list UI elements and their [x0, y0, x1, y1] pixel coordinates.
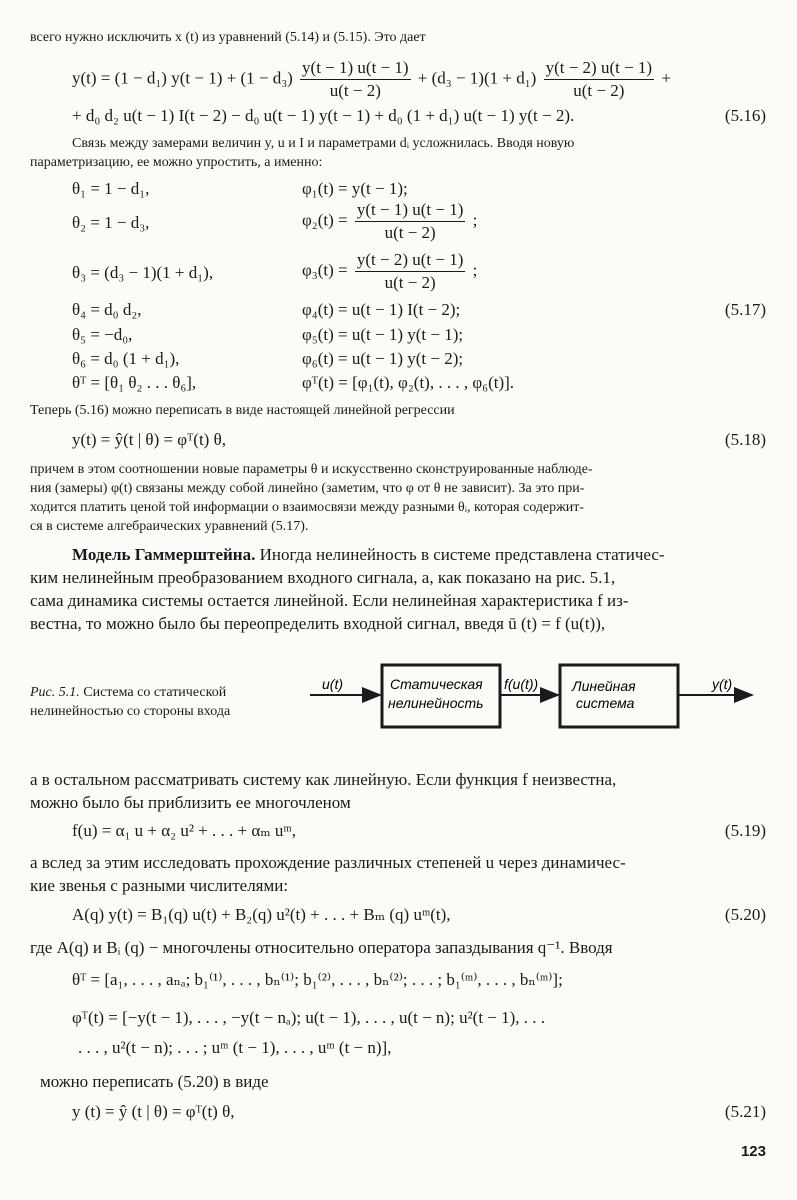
section-heading: Модель Гаммерштейна.	[72, 545, 256, 564]
text-line: а в остальном рассматривать систему как линейную. Если функция f неизвестна,	[30, 770, 617, 789]
input-signal-label: u(t)	[322, 676, 343, 692]
equation-number: (5.19)	[724, 821, 766, 840]
figure-caption-line	[30, 683, 226, 702]
text-line: кие звенья с разными числителями:	[30, 876, 289, 895]
theta-4: θ₄ = d₀ d₂,	[72, 300, 142, 319]
block1-label-line1: Статическая	[390, 676, 483, 692]
output-signal-label: y(t)	[712, 676, 733, 692]
fraction	[355, 200, 466, 243]
text-line: можно было бы приблизить ее многочленом	[30, 793, 351, 812]
equation-number: (5.21)	[724, 1102, 766, 1121]
equation-5-16-line-1	[72, 58, 671, 101]
theta-5: θ₅ = −d₀,	[72, 325, 133, 344]
figure-caption-text: Система со статической	[79, 685, 227, 700]
fraction-denominator: u(t − 2)	[384, 223, 436, 242]
phi-1: φ₁(t) = y(t − 1);	[302, 179, 408, 198]
equation-5-20: A(q) y(t) = B₁(q) u(t) + B₂(q) u²(t) + . . . + Bₘ (q) uᵐ(t),	[72, 905, 451, 924]
fraction	[355, 250, 466, 293]
text-line: ким нелинейным преобразованием входного сигнала, а, как показано на рис. 5.1,	[30, 568, 616, 587]
phi-vector-hammerstein-line-2: . . . , u²(t − n); . . . ; uᵐ (t − 1), . . . , uᵐ (t − n)],	[78, 1038, 392, 1057]
eq-term: ;	[472, 210, 478, 230]
equation-number: (5.20)	[724, 905, 766, 924]
eq-term: ;	[472, 260, 478, 280]
figure-caption-line: нелинейностью со стороны входа	[30, 704, 231, 719]
middle-signal-label: f(u(t))	[504, 676, 539, 692]
theta-vector-hammerstein: θᵀ = [a₁, . . . , aₙₐ; b₁⁽¹⁾, . . . , bₙ⁽¹⁾; b₁⁽²⁾, . . . , bₙ⁽²⁾; . . . ; b₁⁽ᵐ⁾, . . . , bₙ⁽ᵐ⁾];	[72, 970, 563, 989]
text-line: ся в системе алгебраических уравнений (5.17).	[30, 519, 309, 534]
page-number: 123	[740, 1143, 766, 1160]
fraction-numerator: y(t − 1) u(t − 1)	[355, 200, 466, 222]
text-line: можно переписать (5.20) в виде	[40, 1072, 269, 1091]
eq-term: + (d₃ − 1)(1 + d₁)	[417, 68, 537, 88]
text-line: причем в этом соотношении новые параметры θ и искусственно сконструированные наблюде-	[30, 462, 593, 477]
phi-4: φ₄(t) = u(t − 1) I(t − 2);	[302, 300, 461, 319]
phi-2	[302, 200, 477, 243]
text-line: сама динамика системы остается линейной. Если нелинейная характеристика f из-	[30, 591, 629, 610]
equation-number: (5.17)	[724, 300, 766, 319]
text-line: где A(q) и Bᵢ (q) − многочлены относительно оператора запаздывания q⁻¹. Вводя	[30, 938, 613, 957]
fraction-denominator: u(t − 2)	[573, 81, 625, 100]
theta-6: θ₆ = d₀ (1 + d₁),	[72, 349, 180, 368]
eq-term: y(t) = (1 − d₁) y(t − 1) + (1 − d₃)	[72, 68, 293, 88]
fraction	[544, 58, 655, 101]
theta-2: θ₂ = 1 − d₃,	[72, 213, 150, 232]
block-diagram	[300, 655, 760, 735]
theta-3: θ₃ = (d₃ − 1)(1 + d₁),	[72, 263, 214, 282]
text-line: параметризацию, ее можно упростить, а именно:	[30, 155, 323, 170]
text-line: ния (замеры) φ(t) связаны между собой линейно (заметим, что φ от θ не зависит). За это при-	[30, 481, 585, 496]
block2-label-line1: Линейная	[572, 678, 636, 694]
eq-term: φ₃(t) =	[302, 260, 348, 280]
fraction-numerator: y(t − 2) u(t − 1)	[544, 58, 655, 80]
text-line	[72, 545, 665, 565]
block2-label-line2: система	[576, 695, 635, 711]
equation-5-18: y(t) = ŷ(t | θ) = φᵀ(t) θ,	[72, 430, 226, 449]
fraction-denominator: u(t − 2)	[384, 273, 436, 292]
text-line: а вслед за этим исследовать прохождение различных степеней u через динамичес-	[30, 853, 626, 872]
text-line: ходится платить ценой той информации о взаимосвязи между разными θᵢ, которая содержит-	[30, 500, 585, 515]
block1-label-line2: нелинейность	[388, 695, 484, 711]
eq-term: +	[661, 68, 671, 88]
figure-label: Рис. 5.1.	[30, 685, 80, 700]
equation-number: (5.16)	[724, 106, 766, 125]
phi-vector-hammerstein-line-1: φᵀ(t) = [−y(t − 1), . . . , −y(t − nₐ); u(t − 1), . . . , u(t − n); u²(t − 1), . . .	[72, 1008, 546, 1027]
theta-1: θ₁ = 1 − d₁,	[72, 179, 150, 198]
equation-5-19: f(u) = α₁ u + α₂ u² + . . . + αₘ uᵐ,	[72, 821, 296, 840]
fraction-denominator: u(t − 2)	[329, 81, 381, 100]
text-line: вестна, то можно было бы переопределить входной сигнал, введя ū (t) = f (u(t)),	[30, 614, 606, 633]
text-span: Иногда нелинейность в системе представлена статичес-	[255, 545, 665, 564]
phi-3	[302, 250, 477, 293]
phi-6: φ₆(t) = u(t − 1) y(t − 2);	[302, 349, 464, 368]
fraction-numerator: y(t − 1) u(t − 1)	[300, 58, 411, 80]
phi-5: φ₅(t) = u(t − 1) y(t − 1);	[302, 325, 464, 344]
equation-5-21: y (t) = ŷ (t | θ) = φᵀ(t) θ,	[72, 1102, 235, 1121]
text-line: Связь между замерами величин y, u и I и параметрами dᵢ усложнилась. Вводя новую	[72, 136, 575, 151]
eq-term: φ₂(t) =	[302, 210, 348, 230]
text-line: Теперь (5.16) можно переписать в виде настоящей линейной регрессии	[30, 403, 455, 418]
equation-number: (5.18)	[724, 430, 766, 449]
fraction	[300, 58, 411, 101]
fraction-numerator: y(t − 2) u(t − 1)	[355, 250, 466, 272]
phi-vector: φᵀ(t) = [φ₁(t), φ₂(t), . . . , φ₆(t)].	[302, 373, 515, 392]
theta-vector: θᵀ = [θ₁ θ₂ . . . θ₆],	[72, 373, 197, 392]
equation-5-16-line-2: + d₀ d₂ u(t − 1) I(t − 2) − d₀ u(t − 1) y(t − 1) + d₀ (1 + d₁) u(t − 1) y(t − 2).	[72, 106, 575, 125]
text-line: всего нужно исключить x (t) из уравнений (5.14) и (5.15). Это дает	[30, 30, 426, 45]
